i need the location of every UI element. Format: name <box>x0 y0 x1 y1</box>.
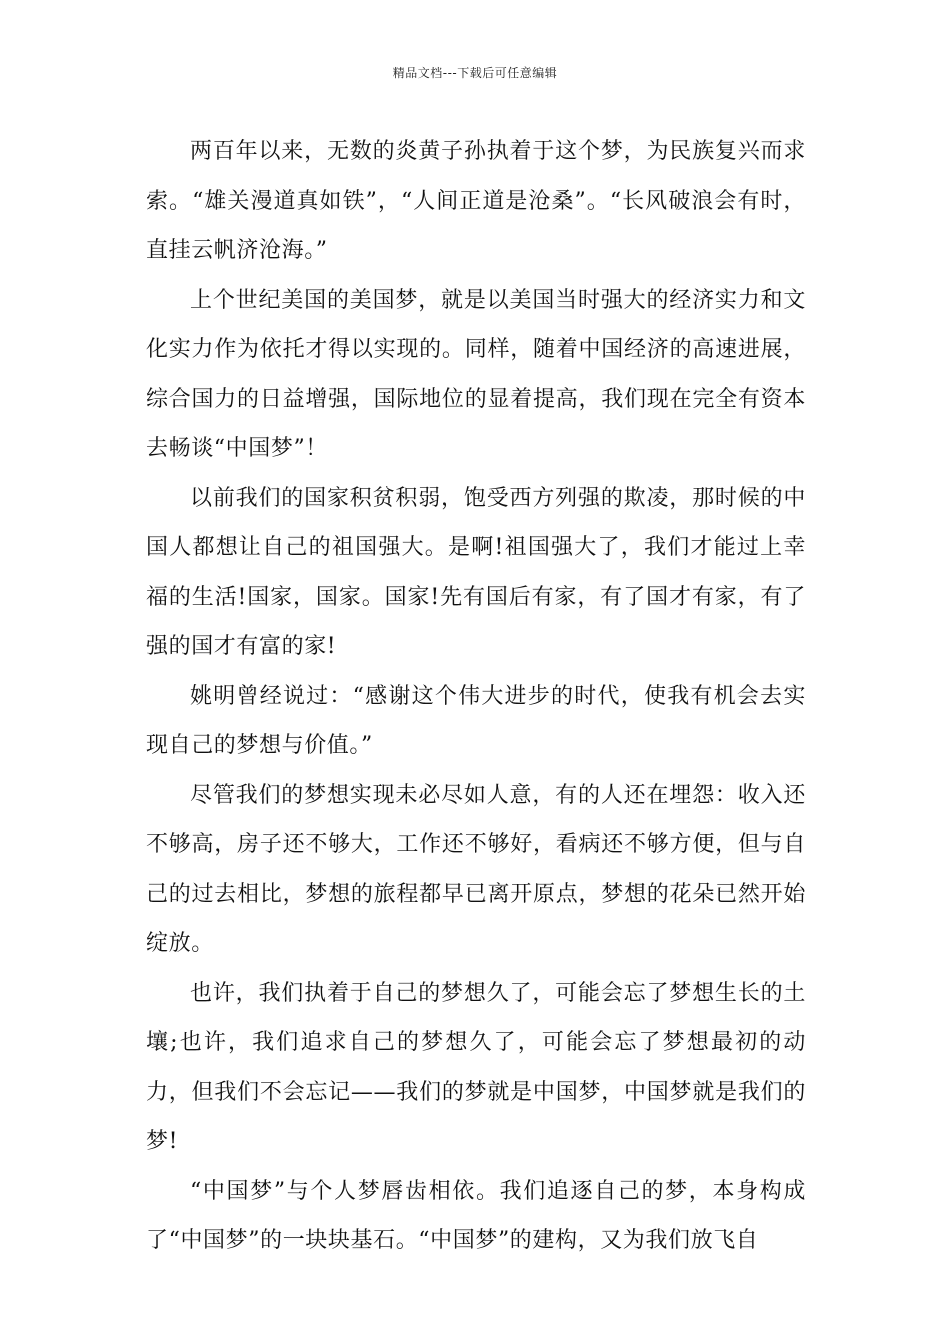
paragraph: 上个世纪美国的美国梦，就是以美国当时强大的经济实力和文化实力作为依托才得以实现的。同样，随着中国经济的高速进展，综合国力的日益增强，国际地位的显着提高，我们现在完全有资本去畅谈“中国梦”！ <box>146 287 806 461</box>
paragraph: 姚明曾经说过：“感谢这个伟大进步的时代，使我有机会去实现自己的梦想与价值。” <box>146 683 806 758</box>
paragraph: 尽管我们的梦想实现未必尽如人意，有的人还在埋怨：收入还不够高，房子还不够大，工作还不够好，看病还不够方便，但与自己的过去相比，梦想的旅程都早已离开原点，梦想的花朵已然开始绽放。 <box>146 782 806 956</box>
paragraph: “中国梦”与个人梦唇齿相依。我们追逐自己的梦，本身构成了“中国梦”的一块块基石。“中国梦”的建构，又为我们放飞自 <box>146 1178 806 1253</box>
document-body <box>146 127 806 1266</box>
paragraph: 两百年以来，无数的炎黄子孙执着于这个梦，为民族复兴而求索。“雄关漫道真如铁”，“人间正道是沧桑”。“长风破浪会有时，直挂云帆济沧海。” <box>146 139 806 263</box>
paragraph: 以前我们的国家积贫积弱，饱受西方列强的欺凌，那时候的中国人都想让自己的祖国强大。是啊!祖国强大了，我们才能过上幸福的生活!国家，国家。国家!先有国后有家，有了国才有家，有了强的国才有富的家! <box>146 485 806 659</box>
paragraph: 也许，我们执着于自己的梦想久了，可能会忘了梦想生长的土壤;也许，我们追求自己的梦想久了，可能会忘了梦想最初的动力，但我们不会忘记——我们的梦就是中国梦，中国梦就是我们的梦! <box>146 980 806 1154</box>
page-header: 精品文档---下载后可任意编辑 <box>392 66 558 80</box>
